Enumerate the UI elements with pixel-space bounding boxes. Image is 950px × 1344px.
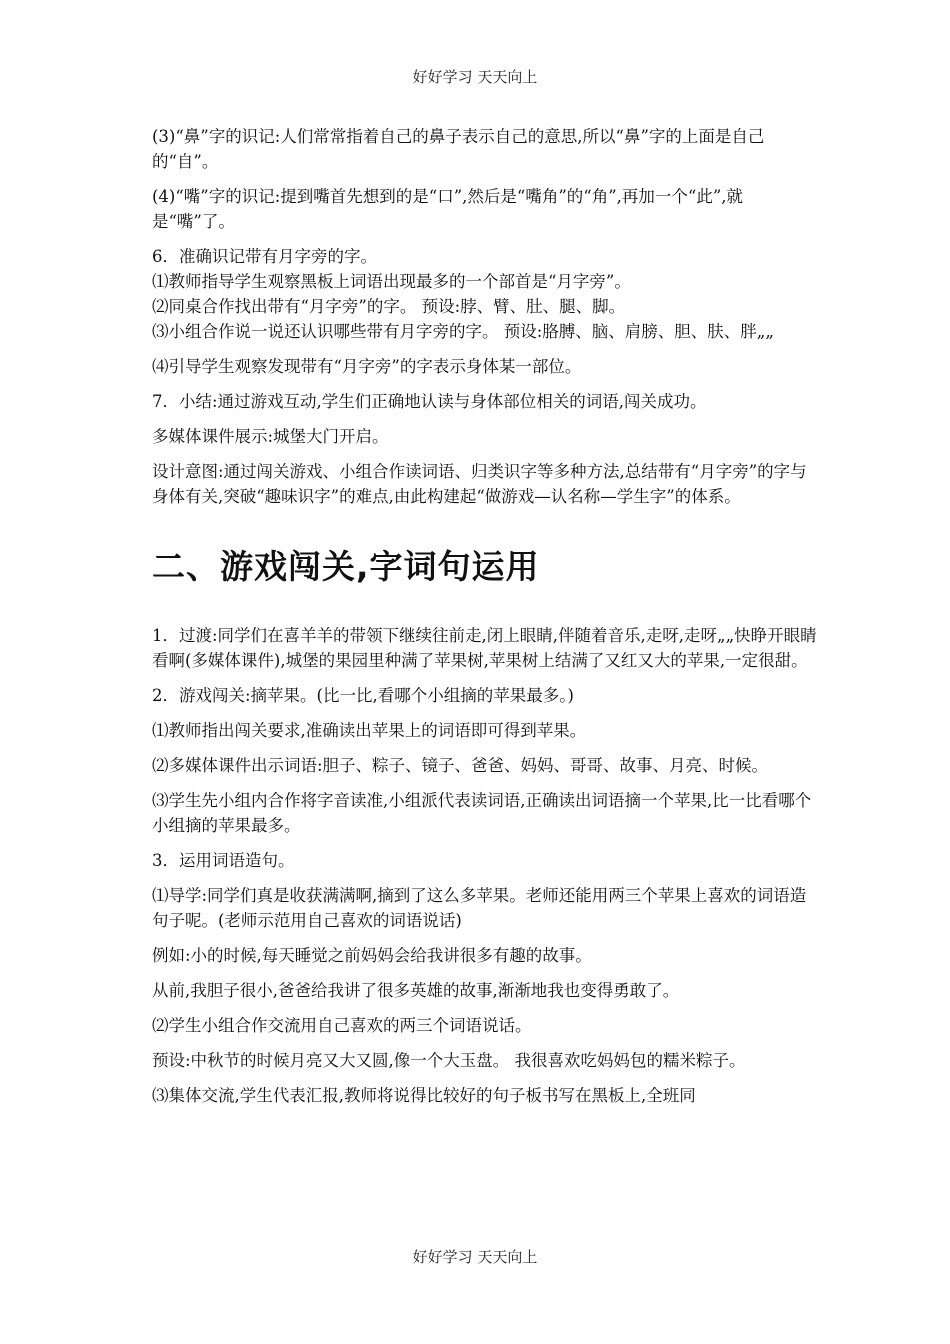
paragraph-nose-char: (3)“鼻”字的识记:人们常常指着自己的鼻子表示自己的意思,所以“鼻”字的上面是自己的“自”。: [152, 127, 765, 171]
section-heading: 二、游戏闯关,字词句运用: [152, 547, 540, 586]
paragraph-game-2: ⑵多媒体课件出示词语:胆子、粽子、镜子、爸爸、妈妈、哥哥、故事、月亮、时候。: [152, 756, 769, 775]
paragraph-transition: 1．过渡:同学们在喜羊羊的带领下继续往前走,闭上眼睛,伴随着音乐,走呀,走呀„„快睁开眼睛看啊(多媒体课件),城堡的果园里种满了苹果树,苹果树上结满了又红又大的苹果,一定很甜。: [152, 626, 817, 670]
paragraph-game-3: ⑶学生先小组内合作将字音读准,小组派代表读词语,正确读出词语摘一个苹果,比一比看哪个小组摘的苹果最多。: [152, 791, 812, 835]
paragraph-step-7: 7．小结:通过游戏互动,学生们正确地认读与身体部位相关的词语,闯关成功。: [152, 392, 707, 411]
paragraph-game: 2．游戏闯关:摘苹果。(比一比,看哪个小组摘的苹果最多。): [152, 686, 574, 705]
page-footer: 好好学习 天天向上: [412, 1248, 538, 1266]
paragraph-step-6: 6．准确识记带有月字旁的字。: [152, 247, 377, 266]
paragraph-preset: 预设:中秋节的时候月亮又大又圆,像一个大玉盘。 我很喜欢吃妈妈包的糯米粽子。: [152, 1051, 746, 1070]
paragraph-game-1: ⑴教师指出闯关要求,准确读出苹果上的词语即可得到苹果。: [152, 721, 587, 740]
paragraph-step-6-2: ⑵同桌合作找出带有“月字旁”的字。 预设:脖、臂、肚、腿、脚。: [152, 297, 626, 316]
page-header: 好好学习 天天向上: [412, 68, 538, 86]
document-body: [152, 124, 820, 1108]
paragraph-design-intent: 设计意图:通过闯关游戏、小组合作读词语、归类识字等多种方法,总结带有“月字旁”的字与身体有关,突破“趣味识字”的难点,由此构建起“做游戏—认名称—学生字”的体系。: [152, 462, 807, 506]
paragraph-step-3-2: ⑵学生小组合作交流用自己喜欢的两三个词语说话。: [152, 1016, 532, 1035]
paragraph-example-1: 例如:小的时候,每天睡觉之前妈妈会给我讲很多有趣的故事。: [152, 946, 592, 965]
paragraph-mouth-char: (4)“嘴”字的识记:提到嘴首先想到的是“口”,然后是“嘴角”的“角”,再加一个“此”,就是“嘴”了。: [152, 187, 744, 231]
paragraph-step-3-1: ⑴导学:同学们真是收获满满啊,摘到了这么多苹果。老师还能用两三个苹果上喜欢的词语造句子呢。(老师示范用自己喜欢的词语说话): [152, 886, 807, 930]
paragraph-step-6-3: ⑶小组合作说一说还认识哪些带有月字旁的字。 预设:胳膊、脑、肩膀、胆、肤、胖„„: [152, 322, 774, 341]
paragraph-step-3: 3．运用词语造句。: [152, 851, 295, 870]
paragraph-step-6-1: ⑴教师指导学生观察黑板上词语出现最多的一个部首是“月字旁”。: [152, 272, 631, 291]
paragraph-step-6-4: ⑷引导学生观察发现带有“月字旁”的字表示身体某一部位。: [152, 357, 582, 376]
paragraph-multimedia: 多媒体课件展示:城堡大门开启。: [152, 427, 389, 446]
paragraph-example-2: 从前,我胆子很小,爸爸给我讲了很多英雄的故事,渐渐地我也变得勇敢了。: [152, 981, 680, 1000]
paragraph-step-3-3: ⑶集体交流,学生代表汇报,教师将说得比较好的句子板书写在黑板上,全班同: [152, 1086, 696, 1105]
